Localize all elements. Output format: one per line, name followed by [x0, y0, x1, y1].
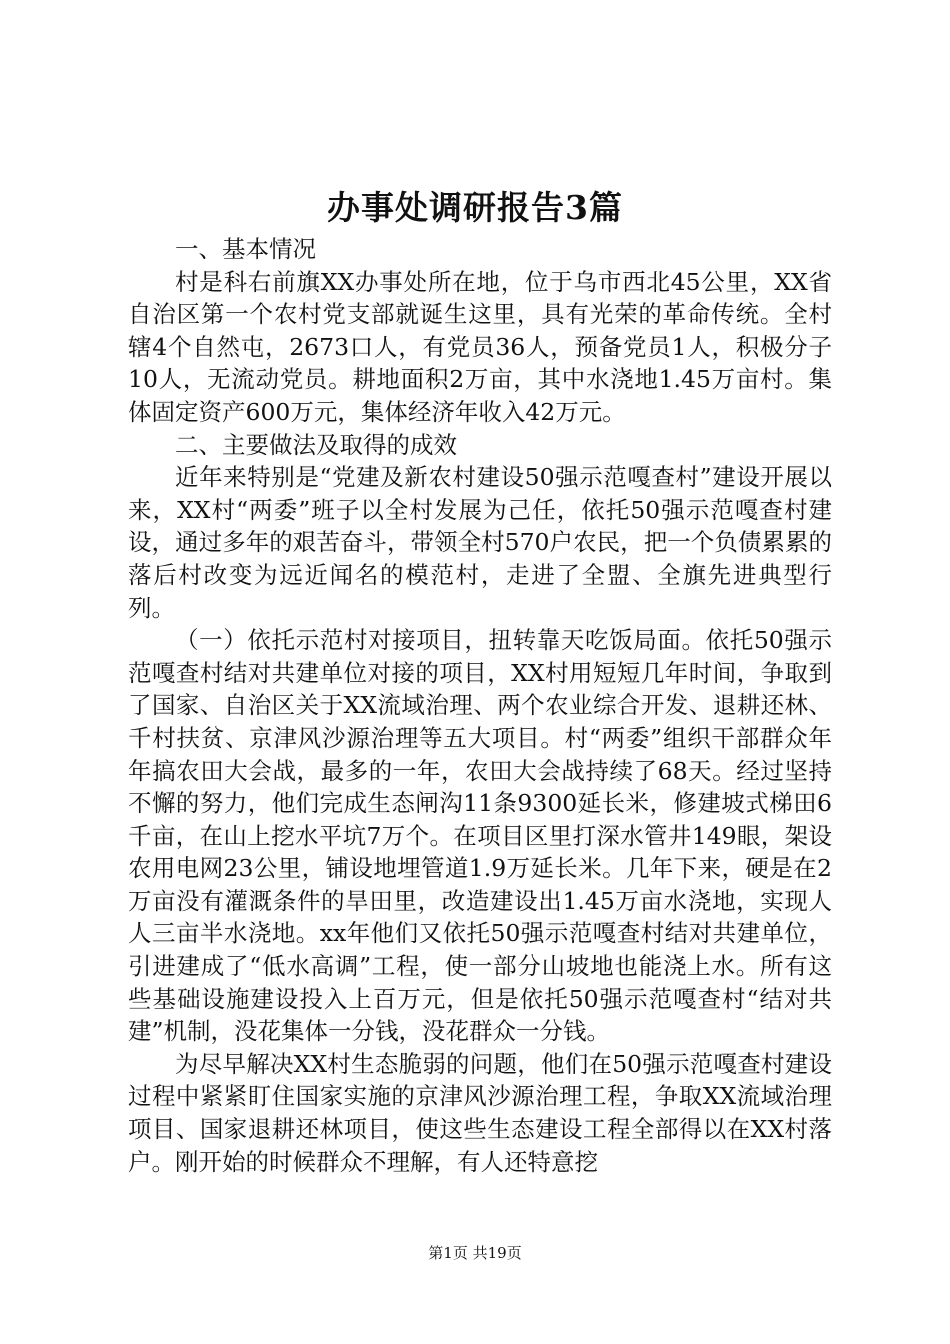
document-body: [128, 233, 832, 1178]
paragraph: 近年来特别是“党建及新农村建设50强示范嘎查村”建设开展以来，XX村“两委”班子以全村发展为己任，依托50强示范嘎查村建设，通过多年的艰苦奋斗，带领全村570户农民，把一个负债累累的落后村改变为远近闻名的模范村，走进了全盟、全旗先进典型行列。: [128, 463, 832, 622]
document-title: 办事处调研报告3篇: [327, 188, 623, 227]
paragraph: 为尽早解决XX村生态脆弱的问题，他们在50强示范嘎查村建设过程中紧紧盯住国家实施的京津风沙源治理工程，争取XX流域治理项目、国家退耕还林项目，使这些生态建设工程全部得以在XX村落户。刚开始的时候群众不理解，有人还特意挖: [128, 1049, 832, 1176]
section-heading-main-practices: 二、主要做法及取得的成效: [175, 430, 457, 459]
section-heading-basic-info: 一、基本情况: [175, 235, 316, 263]
page-footer: 第1页 共19页: [428, 1244, 522, 1262]
paragraph: 村是科右前旗XX办事处所在地，位于乌市西北45公里，XX省自治区第一个农村党支部就诞生这里，具有光荣的革命传统。全村辖4个自然屯，2673口人，有党员36人，预备党员1人，积极分子10人，无流动党员。耕地面积2万亩，其中水浇地1.45万亩村。集体固定资产600万元，集体经济年收入42万元。: [128, 267, 832, 426]
paragraph: （一）依托示范村对接项目，扭转靠天吃饭局面。依托50强示范嘎查村结对共建单位对接的项目，XX村用短短几年时间，争取到了国家、自治区关于XX流域治理、两个农业综合开发、退耕还林、千村扶贫、京津风沙源治理等五大项目。村“两委”组织干部群众年年搞农田大会战，最多的一年，农田大会战持续了68天。经过坚持不懈的努力，他们完成生态闸沟11条9300延长米，修建坡式梯田6千亩，在山上挖水平坑7万个。在项目区里打深水管井149眼，架设农用电网23公里，铺设地埋管道1.9万延长米。几年下来，硬是在2万亩没有灌溉条件的旱田里，改造建设出1.45万亩水浇地，实现人人三亩半水浇地。xx年他们又依托50强示范嘎查村结对共建单位，引进建成了“低水高调”工程，使一部分山坡地也能浇上水。所有这些基础设施建设投入上百万元，但是依托50强示范嘎查村“结对共建”机制，没花集体一分钱，没花群众一分钱。: [128, 626, 832, 1046]
